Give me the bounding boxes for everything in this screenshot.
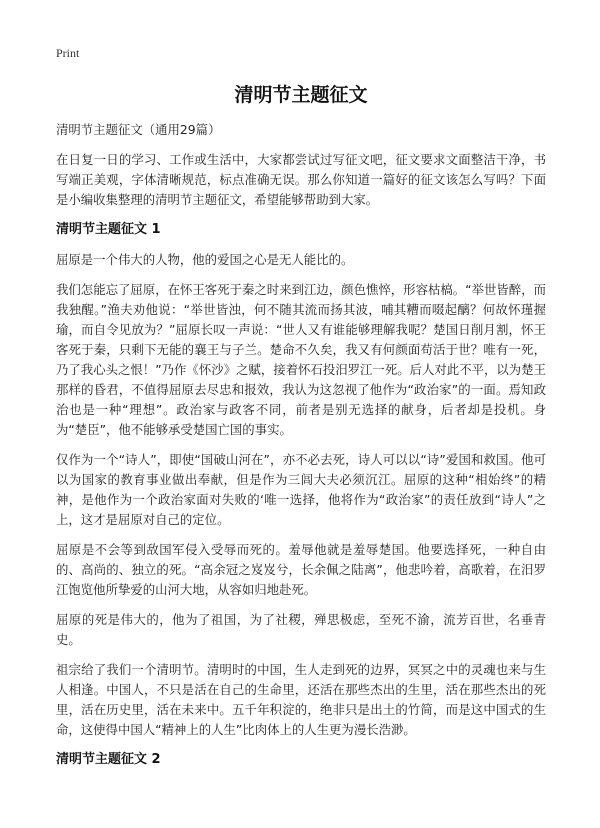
paragraph: 屈原的死是伟大的，他为了祖国，为了社稷，殚思极虑，至死不渝，流芳百世，名垂青史。 [56,612,546,647]
print-link[interactable]: Print [56,46,80,60]
page-title: 清明节主题征文 [234,84,368,106]
paragraph: 我们怎能忘了屈原，在怀王客死于秦之时来到江边，颜色憔悴，形容枯槁。“举世皆醉，而我独醒。”渔夫劝他说：“举世皆浊，何不随其流而扬其波，哺其糟而啜起醨？何故怀瑾握瑜，而自令见放为？”屈原长叹一声说：“世人又有谁能够理解我呢？楚国日削月割，怀王客死于秦，只剩下无能的襄王与子兰。楚命不久矣，我又有何颜面苟活于世？唯有一死，乃了我心头之恨！”乃作《怀沙》之赋，接着怀石投汨罗江一死。后人对此不平，以为楚王那样的昏君，不值得屈原去尽忠和报效，我认为这忽视了他作为“政治家”的一面。焉知政治也是一种“理想”。政治家与政客不同，前者是别无选择的献身，后者却是投机。身为“楚臣”，他不能够承受楚国亡国的事实。 [56,282,546,437]
paragraph: 仅作为一个“诗人”，即使“国破山河在”，亦不必去死，诗人可以以“诗”爱国和救国。他可以为国家的教育事业做出奉献，但是作为三闾大夫必须沉江。屈原的这种“相始终”的精神，是他作为一个政治家面对失败的‘唯一选择，他将作为“政治家”的责任放到“诗人”之上，这才是屈原对自己的定位。 [56,452,546,527]
paragraph: 屈原是一个伟大的人物，他的爱国之心是无人能比的。 [56,252,354,267]
section-heading-1: 清明节主题征文 1 [56,222,161,237]
article-subtitle: 清明节主题征文（通用29篇） [56,122,221,137]
paragraph: 祖宗给了我们一个清明节。清明时的中国，生人走到死的边界，冥冥之中的灵魂也来与生人相逢。中国人，不只是活在自己的生命里，还活在那些杰出的生里，活在那些杰出的死里，活在历史里，活在未来中。五千年积淀的，绝非只是出土的竹简，而是这中国式的生命，这使得中国人“精神上的人生”比肉体上的人生更为漫长浩渺。 [56,662,546,737]
intro-paragraph: 在日复一日的学习、工作或生活中，大家都尝试过写征文吧，征文要求文面整洁干净，书写端正美观，字体清晰规范，标点准确无误。那么你知道一篇好的征文该怎么写吗？下面是小编收集整理的清明节主题征文，希望能够帮助到大家。 [56,152,546,207]
paragraph: 屈原是不会等到敌国军侵入受辱而死的。羞辱他就是羞辱楚国。他要选择死，一种自由的、高尚的、独立的死。“高余冠之岌岌兮，长余佩之陆离”，他悲吟着，高歌着，在汨罗江饱览他所挚爱的山河大地，从容如归地赴死。 [56,542,546,597]
section-heading-2: 清明节主题征文 2 [56,752,161,767]
article-body [56,120,546,780]
